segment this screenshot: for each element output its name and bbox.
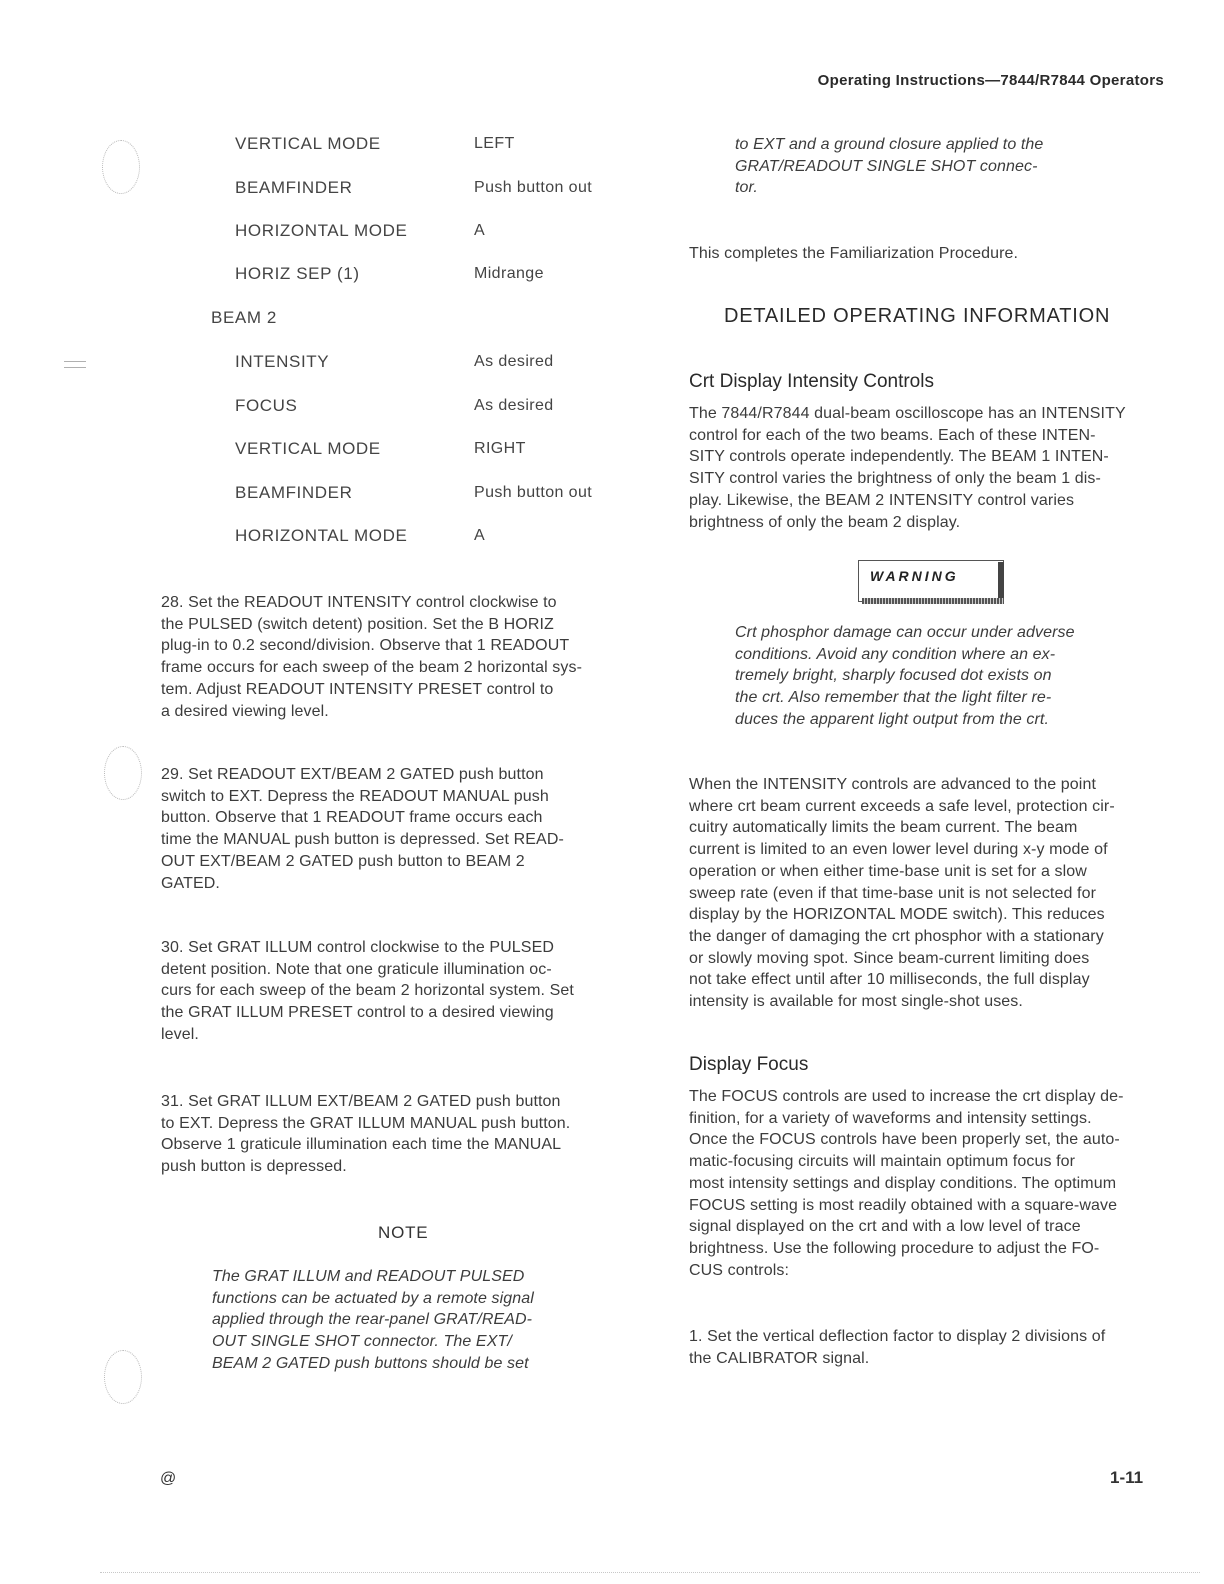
beam-current-paragraph: When the INTENSITY controls are advanced to the point where crt beam current exceeds a safe level, protection cir- cuitry automatically limits the beam current. The beam current is limited to an even lower level during x-y mode of operation or when either time-base unit is set for a slow sweep rate (even if that time-base unit is not selected for display by the HORIZONTAL MODE switch). This reduces the danger of damaging the crt phosphor with a stationary or slowly moving spot. Since beam-current limiting does not take effect until after 10 milliseconds, the full display intensity is available for most single-shot uses. bbox=[689, 776, 1115, 1011]
setting-value: Push button out bbox=[474, 484, 593, 501]
setting-value: A bbox=[474, 527, 486, 544]
intensity-paragraph: The 7844/R7844 dual-beam oscilloscope has an INTENSITY control for each of the two beams. Each of these INTEN- SITY controls operate independently. The BEAM 1 INTEN- SITY control varies the brightness of only the beam 1 dis- play. Likewise, the BEAM 2 INTENSITY control varies brightness of only the beam 2 display. bbox=[689, 405, 1126, 531]
setting-label: VERTICAL MODE bbox=[235, 439, 381, 458]
setting-label: HORIZONTAL MODE bbox=[235, 526, 408, 545]
note-title: NOTE bbox=[378, 1223, 429, 1242]
setting-value: LEFT bbox=[474, 135, 515, 152]
warning-box-shadow bbox=[862, 598, 1004, 604]
running-header: Operating Instructions—7844/R7844 Operators bbox=[817, 72, 1164, 89]
setting-label: HORIZ SEP (1) bbox=[235, 264, 360, 283]
warning-label: WARNING bbox=[870, 568, 959, 584]
footer-mark: @ bbox=[160, 1470, 177, 1487]
setting-label: FOCUS bbox=[235, 396, 298, 415]
setting-label: BEAMFINDER bbox=[235, 483, 353, 502]
section-heading: DETAILED OPERATING INFORMATION bbox=[724, 305, 1111, 327]
step-28: 28. Set the READOUT INTENSITY control clockwise to the PULSED (switch detent) position. Set the B HORIZ plug-in to 0.2 second/division. Observe that 1 READOUT frame occurs for each sweep of the beam 2 horizontal sys- tem. Adjust READOUT INTENSITY PRESET control to a desired viewing level. bbox=[161, 594, 583, 720]
note-body: The GRAT ILLUM and READOUT PULSED functions can be actuated by a remote signal applied through the rear-panel GRAT/READ- OUT SINGLE SHOT connector. The EXT/ BEAM 2 GATED push buttons should be set bbox=[212, 1268, 534, 1372]
binder-hole-bottom bbox=[104, 1350, 142, 1404]
step-29: 29. Set READOUT EXT/BEAM 2 GATED push button switch to EXT. Depress the READOUT MANUAL push button. Observe that 1 READOUT frame occurs each time the MANUAL push button is depressed. Set READ- OUT EXT/BEAM 2 GATED push button to BEAM 2 GATED. bbox=[161, 766, 564, 892]
note-continuation: to EXT and a ground closure applied to the GRAT/READOUT SINGLE SHOT connec- tor. bbox=[735, 136, 1044, 197]
setting-label: INTENSITY bbox=[235, 352, 330, 371]
scan-edge bbox=[100, 1572, 1200, 1574]
subsection-heading-intensity: Crt Display Intensity Controls bbox=[689, 371, 934, 392]
step-31: 31. Set GRAT ILLUM EXT/BEAM 2 GATED push button to EXT. Depress the GRAT ILLUM MANUAL push button. Observe 1 graticule illumination each time the MANUAL push button is depressed. bbox=[161, 1093, 571, 1176]
binder-hole-middle bbox=[104, 746, 142, 800]
setting-label: HORIZONTAL MODE bbox=[235, 221, 408, 240]
setting-value: Midrange bbox=[474, 265, 544, 282]
focus-paragraph: The FOCUS controls are used to increase the crt display de- finition, for a variety of waveforms and intensity settings. Once the FOCUS controls have been properly set, the auto- matic-focusing circuits will maintain optimum focus for most intensity settings and display conditions. The optimum FOCUS setting is most readily obtained with a square-wave signal displayed on the crt and with a low level of trace brightness. Use the following procedure to adjust the FO- CUS controls: bbox=[689, 1088, 1124, 1279]
completion-text: This completes the Familiarization Procedure. bbox=[689, 245, 1019, 262]
page-number: 1-11 bbox=[1110, 1468, 1144, 1487]
setting-value: As desired bbox=[474, 397, 554, 414]
binder-hole-top bbox=[102, 140, 140, 194]
setting-value: As desired bbox=[474, 353, 554, 370]
warning-body: Crt phosphor damage can occur under adverse conditions. Avoid any condition where an ex- tremely bright, sharply focused dot exists on the crt. Also remember that the light filter re- duces the apparent light output from the crt. bbox=[735, 624, 1075, 728]
subsection-heading-focus: Display Focus bbox=[689, 1054, 809, 1075]
margin-mark bbox=[64, 361, 86, 368]
focus-step-1: 1. Set the vertical deflection factor to display 2 divisions of the CALIBRATOR signal. bbox=[689, 1328, 1106, 1367]
setting-label: VERTICAL MODE bbox=[235, 134, 381, 153]
setting-value: A bbox=[474, 222, 486, 239]
setting-group-label: BEAM 2 bbox=[211, 308, 277, 327]
setting-value: Push button out bbox=[474, 179, 593, 196]
setting-value: RIGHT bbox=[474, 440, 526, 457]
setting-label: BEAMFINDER bbox=[235, 178, 353, 197]
step-30: 30. Set GRAT ILLUM control clockwise to the PULSED detent position. Note that one graticule illumination oc- curs for each sweep of the beam 2 horizontal system. Set the GRAT ILLUM PRESET control to a desired viewing level. bbox=[161, 939, 574, 1043]
